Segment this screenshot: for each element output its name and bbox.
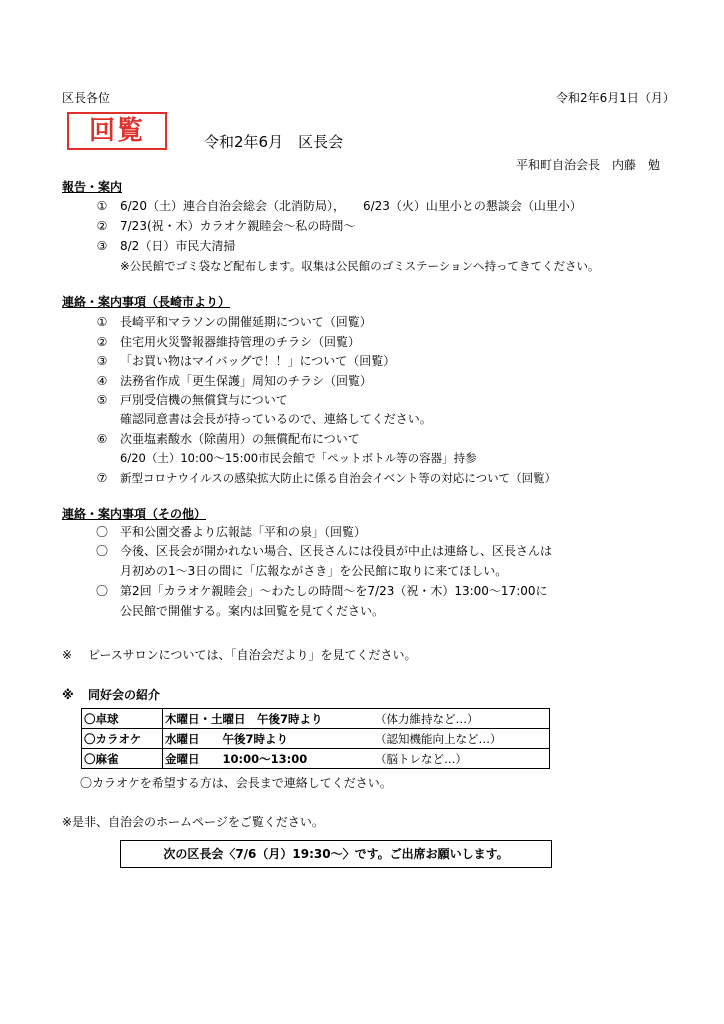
addressee: 区長各位 (62, 91, 111, 105)
list-marker: ③ (96, 239, 108, 253)
list-item-continuation: 6/20（土）10:00～15:00市民会館で「ペットボトル等の容器」持参 (120, 451, 477, 465)
garbage-note: ※公民館でゴミ袋など配布します。収集は公民館のゴミステーションへ持ってきてください。 (120, 259, 600, 273)
list-item: 「お買い物はマイバッグで！！」について（回覧） (120, 354, 396, 368)
list-marker: ② (96, 335, 108, 349)
list-item: 次亜塩素酸水（除菌用）の無償配布について (120, 432, 360, 446)
list-item: 第2回「カラオケ親睦会」～わたしの時間～を7/23（祝・木）13:00～17:00に (120, 584, 548, 598)
list-item-continuation: 月初めの1～3日の間に「広報ながさき」を公民館に取りに来てほしい。 (120, 564, 508, 578)
list-marker: ⑤ (96, 393, 108, 407)
table-row (82, 749, 550, 769)
list-item-continuation: 確認同意書は会長が持っているので、連絡してください。 (120, 412, 432, 426)
document-date: 令和2年6月1日（月） (556, 91, 675, 105)
list-item: 長崎平和マラソンの開催延期について（回覧） (120, 315, 372, 329)
list-item: 今後、区長会が開かれない場合、区長さんには役員が中止は連絡し、区長さんは (120, 544, 553, 558)
section-heading-other: 連絡・案内事項（その他） (62, 507, 207, 521)
list-item: 7/23(祝・木）カラオケ親睦会～私の時間～ (120, 219, 356, 233)
list-item: 6/20（土）連合自治会総会（北消防局）， 6/23（火）山里小との懇談会（山里小） (120, 199, 582, 213)
list-item: 法務省作成「更生保護」周知のチラシ（回覧） (120, 374, 373, 388)
next-meeting-box: 次の区長会〈7/6（月）19:30～〉です。ご出席お願いします。 (120, 840, 552, 868)
club-name: 〇卓球 (82, 709, 163, 729)
document-title: 令和2年6月 区長会 (204, 133, 344, 151)
list-marker: ① (96, 199, 108, 213)
list-marker: 〇 (95, 525, 108, 539)
list-marker: ④ (96, 374, 108, 388)
list-item-continuation: 公民館で開催する。案内は回覧を見てください。 (120, 604, 385, 618)
club-name: 〇麻雀 (82, 749, 163, 769)
homepage-note: ※是非、自治会のホームページをご覧ください。 (62, 815, 324, 829)
clubs-heading: 同好会の紹介 (88, 688, 161, 702)
circulation-stamp: 回覧 (67, 112, 167, 150)
list-item: 戸別受信機の無償貸与について (120, 393, 288, 407)
table-row (82, 729, 550, 749)
club-time: 木曜日・土曜日 午後7時より (163, 709, 374, 729)
karaoke-contact-note: 〇カラオケを希望する方は、会長まで連絡してください。 (80, 776, 392, 790)
list-marker: ⑥ (96, 432, 108, 446)
table-row (82, 709, 550, 729)
list-marker: ③ (96, 354, 108, 368)
list-item: 8/2（日）市民大清掃 (120, 239, 236, 253)
sender: 平和町自治会長 内藤 勉 (516, 158, 661, 172)
list-item: 住宅用火災警報器維持管理のチラシ（回覧） (120, 335, 361, 349)
clubs-table (81, 708, 550, 769)
section-heading-city: 連絡・案内事項（長崎市より） (62, 295, 231, 309)
club-time: 水曜日 午後7時より (163, 729, 374, 749)
list-marker: 〇 (95, 544, 108, 558)
list-item: 平和公園交番より広報誌「平和の泉」（回覧） (120, 525, 367, 539)
list-marker: 〇 (95, 584, 108, 598)
club-time: 金曜日 10:00～13:00 (163, 749, 374, 769)
club-name: 〇カラオケ (82, 729, 163, 749)
list-marker: ⑦ (96, 471, 108, 485)
peace-salon-marker: ※ (62, 648, 73, 662)
club-note: （脳トレなど…） (373, 749, 550, 769)
section-heading-reports: 報告・案内 (62, 180, 123, 194)
peace-salon-note: ピースサロンについては、「自治会だより」を見てください。 (88, 648, 417, 662)
list-marker: ① (96, 315, 108, 329)
clubs-marker: ※ (62, 688, 74, 702)
club-note: （認知機能向上など…） (373, 729, 550, 749)
list-item: 新型コロナウイルスの感染拡大防止に係る自治会イベント等の対応について（回覧） (120, 471, 557, 485)
club-note: （体力維持など…） (373, 709, 550, 729)
list-marker: ② (96, 219, 108, 233)
